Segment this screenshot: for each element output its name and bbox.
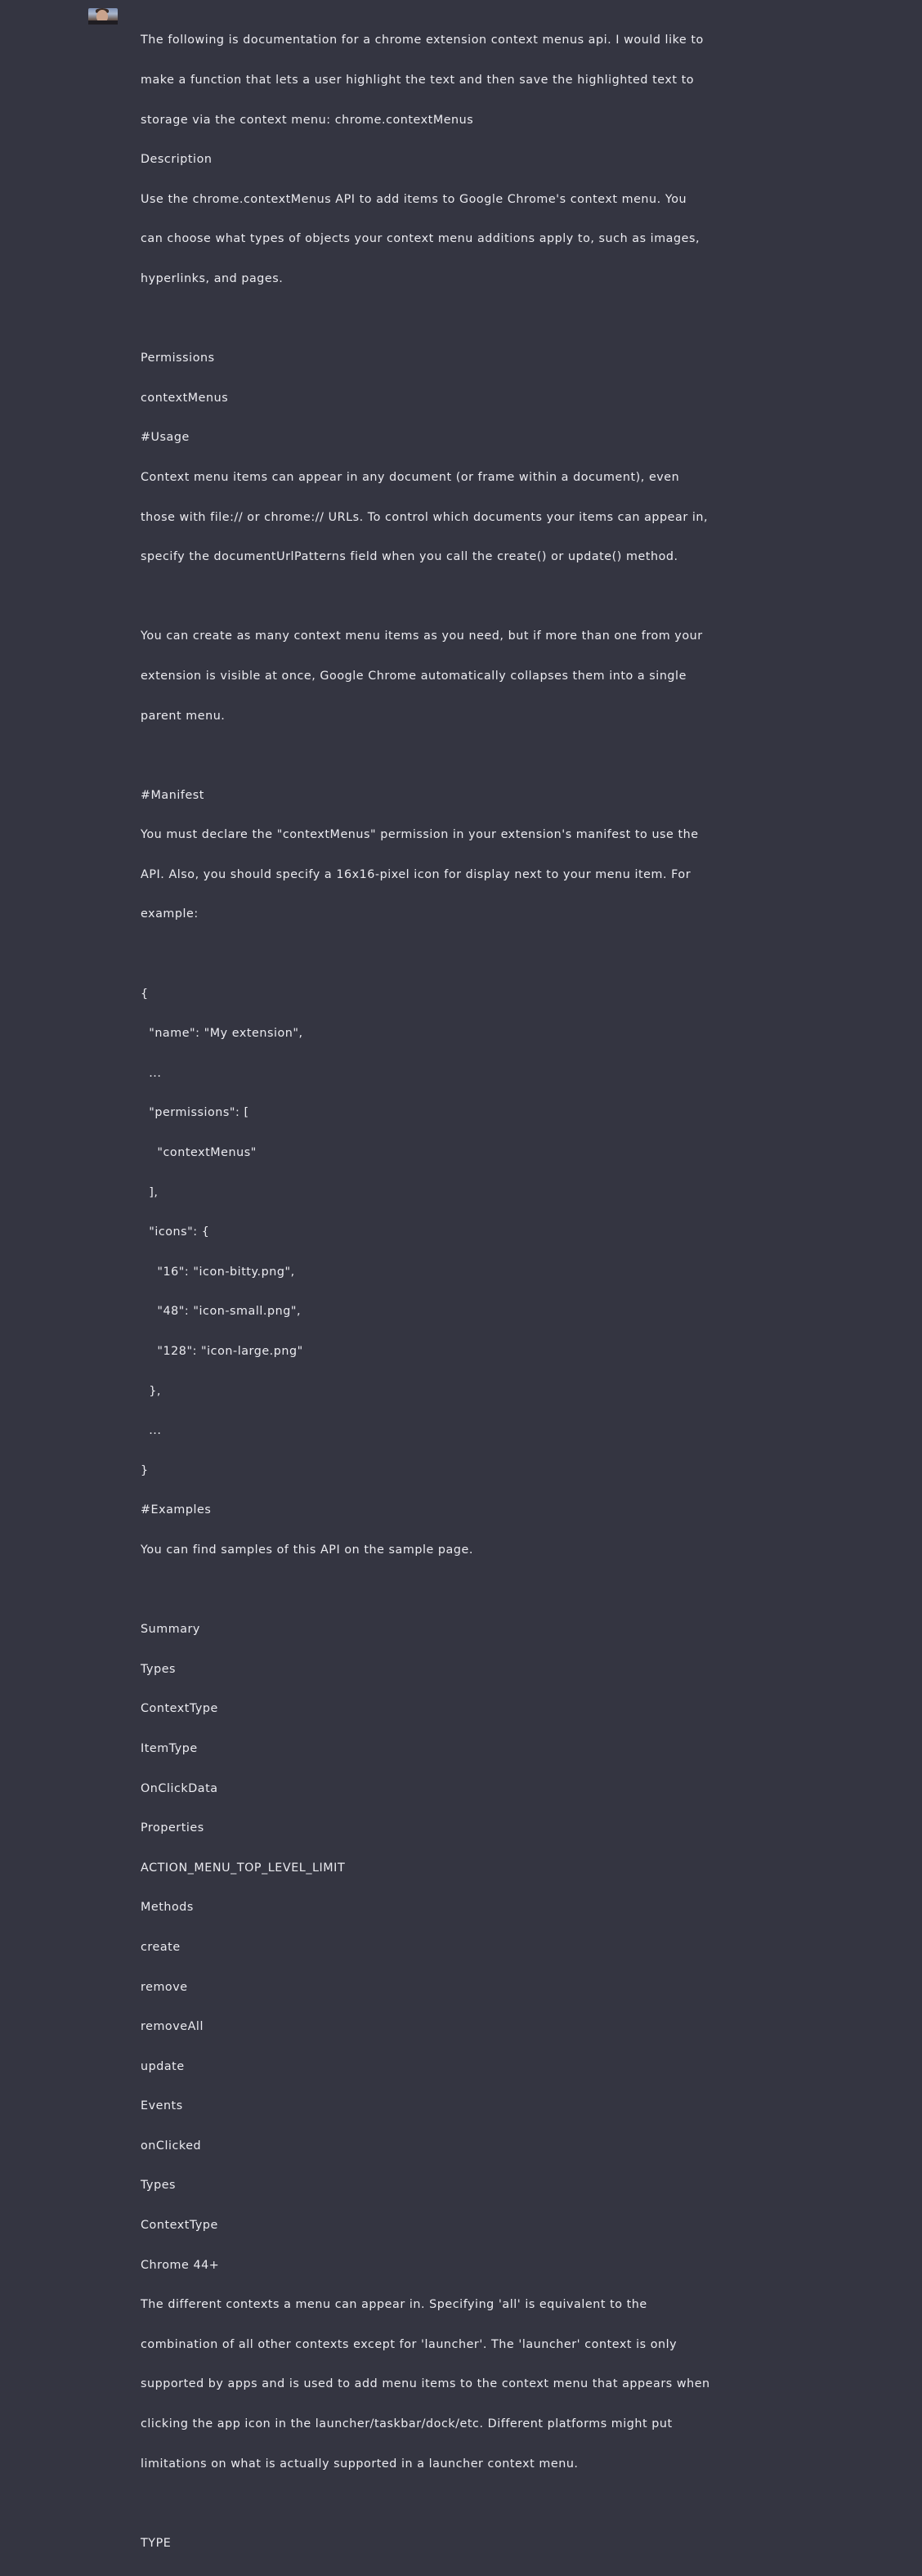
message-line: ItemType [141,1741,198,1755]
message-line: Methods [141,1901,194,1915]
message-line: make a function that lets a user highlight the text and then save the highlighted text to [141,74,695,87]
message-line: ], [141,1185,159,1199]
message-line: Properties [141,1821,204,1835]
message-line: "permissions": [ [141,1106,249,1120]
message-line: ContextType [141,2219,218,2233]
message-line: Summary [141,1623,200,1637]
message-line: storage via the context menu: chrome.contextMenus [141,113,474,127]
message-line: { [141,987,149,1001]
message-line: create [141,1940,181,1954]
message-line [141,948,786,961]
message-line: TYPE [141,2536,172,2550]
user-message-text [141,7,786,2576]
message-line: parent menu. [141,709,226,723]
message-line: The different contexts a menu can appear in. Specifying 'all' is equivalent to the [141,2298,647,2312]
message-line [141,590,786,603]
message-line: You can find samples of this API on the sample page. [141,1543,473,1557]
message-line: ContextType [141,1702,218,1716]
message-line: Chrome 44+ [141,2258,220,2272]
message-line: ... [141,1424,162,1438]
message-line: those with file:// or chrome:// URLs. To control which documents your items can appear in, [141,510,709,524]
message-line: #Manifest [141,788,204,802]
message-line: ... [141,1066,162,1080]
message-line: "contextMenus" [141,1146,257,1160]
message-line: Events [141,2099,183,2113]
message-line: Types [141,1662,177,1676]
message-line: "128": "icon-large.png" [141,1345,303,1358]
message-line: Description [141,153,213,167]
message-line [141,1584,786,1597]
message-line: } [141,1463,149,1477]
message-line: contextMenus [141,391,229,405]
message-line: OnClickData [141,1781,218,1795]
message-line: combination of all other contexts except for 'launcher'. The 'launcher' context is only [141,2337,678,2351]
message-line: clicking the app icon in the launcher/taskbar/dock/etc. Different platforms might put [141,2417,673,2431]
message-line: onClicked [141,2139,202,2153]
message-line: can choose what types of objects your context menu additions apply to, such as images, [141,232,700,246]
message-line: "16": "icon-bitty.png", [141,1265,295,1279]
message-line: supported by apps and is used to add menu items to the context menu that appears when [141,2377,710,2391]
message-line: ACTION_MENU_TOP_LEVEL_LIMIT [141,1861,346,1875]
message-line: You must declare the "contextMenus" permission in your extension's manifest to use the [141,828,699,842]
message-line: example: [141,907,199,921]
message-line: specify the documentUrlPatterns field when you call the create() or update() method. [141,550,678,564]
message-line [141,749,786,762]
message-line: Use the chrome.contextMenus API to add items to Google Chrome's context menu. You [141,192,687,206]
message-line [141,2497,786,2510]
message-line [141,312,786,325]
message-line: "icons": { [141,1225,210,1239]
message-line: remove [141,1980,188,1994]
message-line: removeAll [141,2020,204,2034]
message-line: Types [141,2179,177,2193]
message-line: #Examples [141,1503,212,1517]
message-line: "48": "icon-small.png", [141,1305,302,1319]
message-line: hyperlinks, and pages. [141,271,284,285]
message-line: API. Also, you should specify a 16x16-pixel icon for display next to your menu item. For [141,867,692,881]
message-line: Context menu items can appear in any document (or frame within a document), even [141,470,680,484]
user-avatar [88,8,118,25]
message-line: The following is documentation for a chrome extension context menus api. I would like to [141,34,704,47]
message-line: "name": "My extension", [141,1027,303,1041]
message-line: #Usage [141,431,190,445]
message-line: extension is visible at once, Google Chrome automatically collapses them into a single [141,669,687,683]
message-line: update [141,2059,185,2073]
avatar-shirt-shape [88,20,118,25]
message-line: limitations on what is actually supported in a launcher context menu. [141,2457,579,2471]
message-line: Permissions [141,352,215,365]
message-line: You can create as many context menu items as you need, but if more than one from your [141,629,703,643]
message-line: }, [141,1384,161,1398]
